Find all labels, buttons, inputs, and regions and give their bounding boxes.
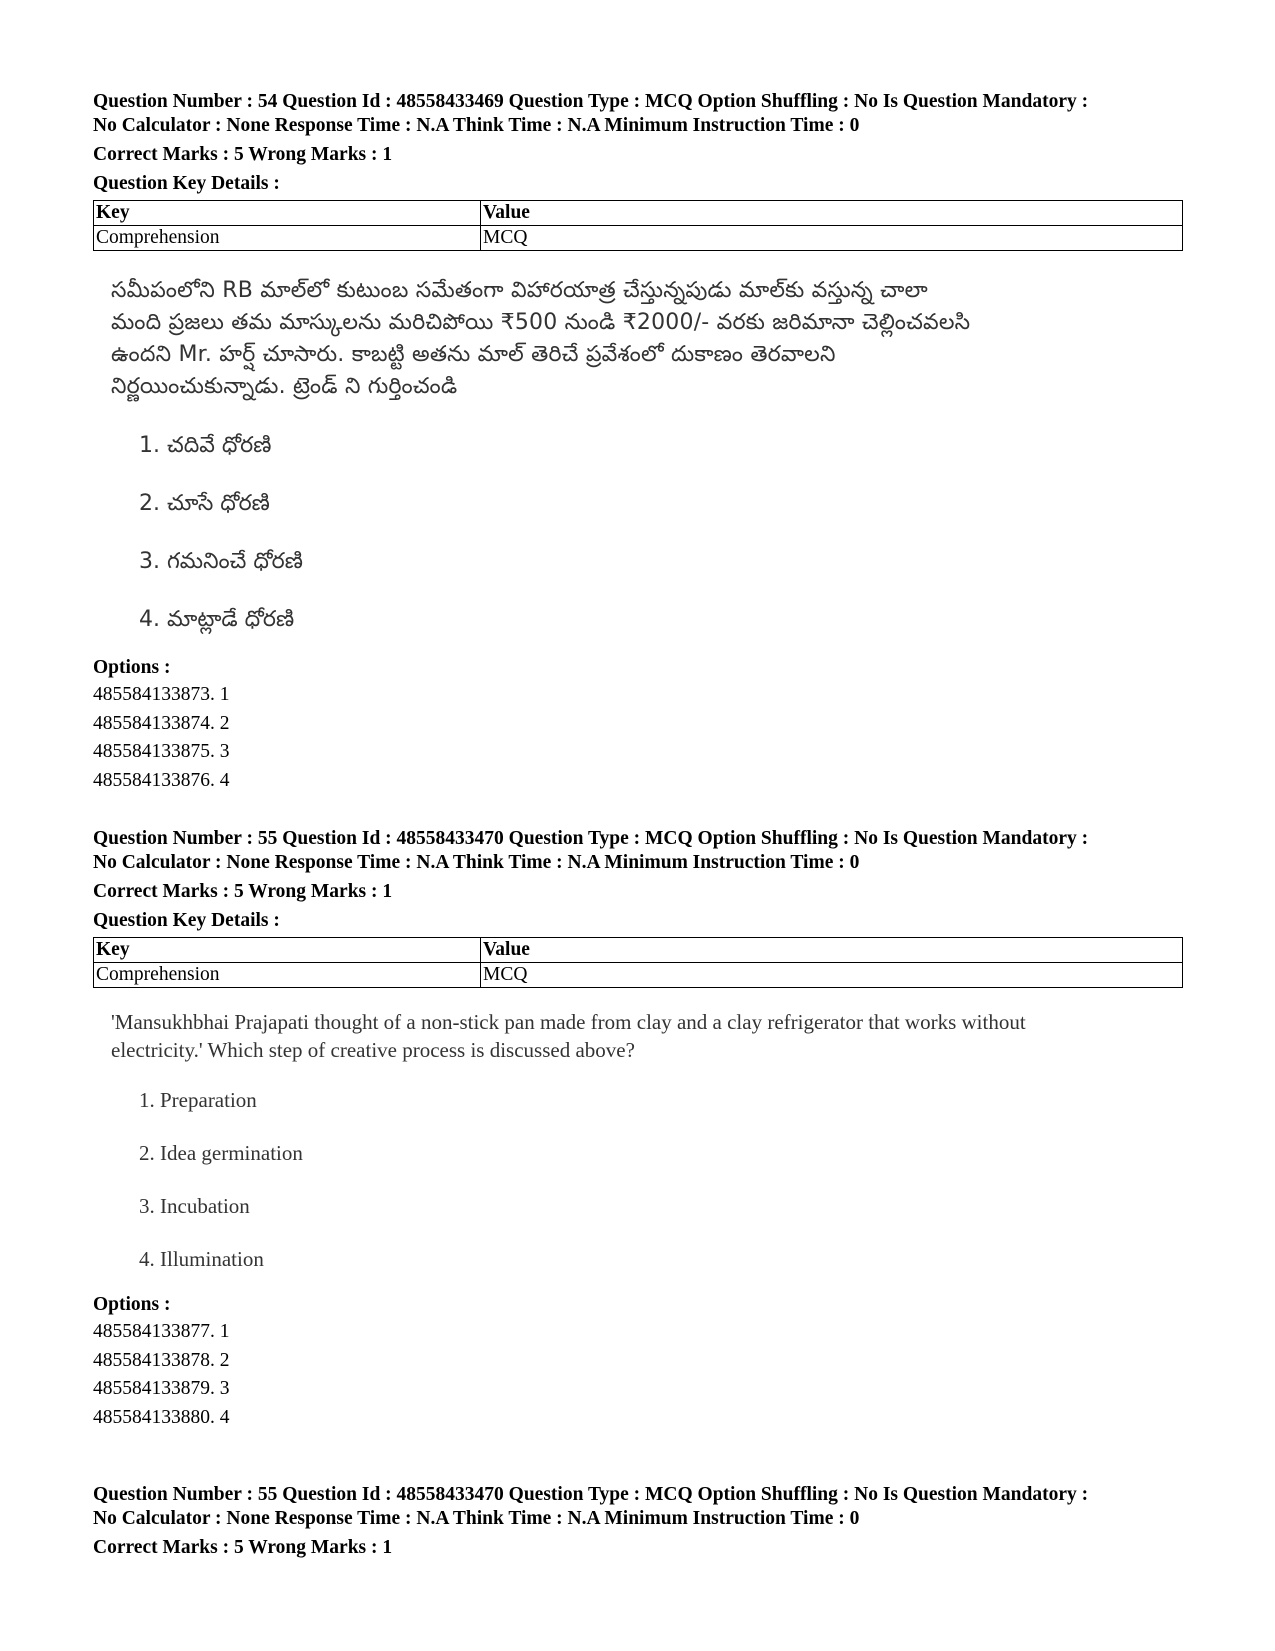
question-text-line: 'Mansukhbhai Prajapati thought of a non-stick pan made from clay and a clay refrigerator that works without xyxy=(111,1010,1026,1034)
key-details-table xyxy=(93,937,1183,988)
table-cell-key: Comprehension xyxy=(94,226,481,251)
table-header-value: Value xyxy=(481,938,1183,963)
option-item: 485584133879. 3 xyxy=(93,1378,230,1399)
question-metadata xyxy=(93,1483,1183,1560)
option-item: 485584133880. 4 xyxy=(93,1406,230,1428)
answer-choice: 1. చదివే ధోరణి xyxy=(139,433,272,458)
marks-line: Correct Marks : 5 Wrong Marks : 1 xyxy=(93,144,393,165)
option-item: 485584133874. 2 xyxy=(93,712,230,734)
answer-choice: 3. గమనించే ధోరణి xyxy=(139,549,303,574)
question-text-line: మంది ప్రజలు తమ మాస్కులను మరిచిపోయి ₹500 నుండి ₹2000/- వరకు జరిమానా చెల్లించవలసి xyxy=(111,310,971,335)
option-item: 485584133873. 1 xyxy=(93,684,230,705)
option-item: 485584133878. 2 xyxy=(93,1349,230,1371)
question-content xyxy=(111,1008,1183,1286)
question-meta-line-1: Question Number : 55 Question Id : 48558433470 Question Type : MCQ Option Shuffling : No Is Question Mandatory : xyxy=(93,1484,1089,1505)
table-header-row xyxy=(94,938,1183,963)
answer-choice: 2. చూసే ధోరణి xyxy=(139,491,270,516)
question-text-line: ఉందని Mr. హర్ష్ చూసారు. కాబట్టి అతను మాల్ తెరిచే ప్రవేశంలో దుకాణం తెరవాలని xyxy=(111,342,836,367)
marks-line: Correct Marks : 5 Wrong Marks : 1 xyxy=(93,881,393,902)
question-meta-line-1: Question Number : 54 Question Id : 48558433469 Question Type : MCQ Option Shuffling : No Is Question Mandatory : xyxy=(93,91,1089,112)
table-cell-value: MCQ xyxy=(481,963,1183,988)
table-row xyxy=(94,963,1183,988)
question-meta-line-2: No Calculator : None Response Time : N.A Think Time : N.A Minimum Instruction Time : 0 xyxy=(93,115,860,136)
option-item: 485584133875. 3 xyxy=(93,741,230,762)
question-block-55-continued xyxy=(93,1483,1183,1560)
table-cell-value: MCQ xyxy=(481,226,1183,251)
answer-choice: 1. Preparation xyxy=(139,1088,257,1112)
question-metadata xyxy=(93,827,1183,933)
table-header-key: Key xyxy=(94,201,481,226)
table-row xyxy=(94,226,1183,251)
question-meta-line-2: No Calculator : None Response Time : N.A Think Time : N.A Minimum Instruction Time : 0 xyxy=(93,852,860,873)
answer-choice: 4. Illumination xyxy=(139,1247,264,1271)
options-label: Options : xyxy=(93,657,171,678)
marks-line: Correct Marks : 5 Wrong Marks : 1 xyxy=(93,1537,393,1558)
question-text xyxy=(111,275,1183,403)
key-details-label: Question Key Details : xyxy=(93,173,280,194)
key-details-label: Question Key Details : xyxy=(93,910,280,931)
key-details-table xyxy=(93,200,1183,251)
answer-choices xyxy=(139,417,1183,649)
answer-choice: 2. Idea germination xyxy=(139,1141,303,1165)
answer-choice: 4. మాట్లాడే ధోరణి xyxy=(139,607,295,632)
option-item: 485584133877. 1 xyxy=(93,1321,230,1342)
question-meta-line-1: Question Number : 55 Question Id : 48558433470 Question Type : MCQ Option Shuffling : No Is Question Mandatory : xyxy=(93,828,1089,849)
answer-choice: 3. Incubation xyxy=(139,1194,250,1218)
question-text-line: నిర్ణయించుకున్నాడు. ట్రెండ్ ని గుర్తించండి xyxy=(111,374,458,399)
answer-choices xyxy=(139,1074,1183,1286)
table-header-value: Value xyxy=(481,201,1183,226)
options-list xyxy=(93,1318,1183,1432)
table-header-row xyxy=(94,201,1183,226)
question-block-54 xyxy=(93,90,1183,795)
options-list xyxy=(93,681,1183,795)
question-text-line: electricity.' Which step of creative process is discussed above? xyxy=(111,1038,635,1062)
table-cell-key: Comprehension xyxy=(94,963,481,988)
question-block-55 xyxy=(93,827,1183,1432)
table-header-key: Key xyxy=(94,938,481,963)
option-item: 485584133876. 4 xyxy=(93,769,230,791)
question-content xyxy=(111,275,1183,649)
question-metadata xyxy=(93,90,1183,196)
question-text xyxy=(111,1008,1183,1064)
question-meta-line-2: No Calculator : None Response Time : N.A Think Time : N.A Minimum Instruction Time : 0 xyxy=(93,1508,860,1529)
question-text-line: సమీపంలోని RB మాల్‌లో కుటుంబ సమేతంగా విహారయాత్ర చేస్తున్నపుడు మాల్‌కు వస్తున్న చాలా xyxy=(111,278,928,303)
options-label: Options : xyxy=(93,1294,171,1315)
